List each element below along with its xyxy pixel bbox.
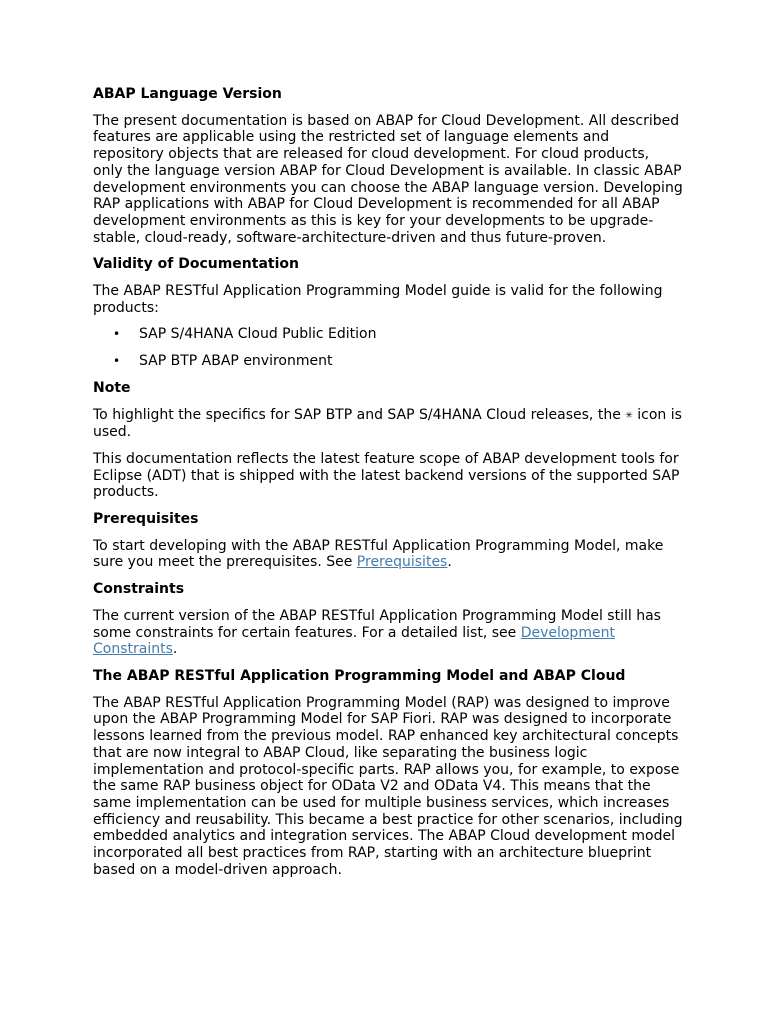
document-page	[93, 86, 683, 888]
product-list	[93, 326, 683, 369]
heading-validity: Validity of Documentation	[93, 256, 299, 273]
paragraph-constraints	[93, 608, 683, 658]
paragraph-adt-scope: This documentation reflects the latest feature scope of ABAP development tools for Eclipse (ADT) that is shipped with the latest backend versions of the supported SAP products.	[93, 450, 680, 501]
constraints-period: .	[172, 641, 178, 658]
paragraph-abap-language-version: The present documentation is based on ABAP for Cloud Development. All described features are applicable using the restricted set of language elements and repository objects that are released for cloud development. For cloud products, only the language version ABAP for Cloud Development is available. In classic ABAP development environments you can choose the ABAP language version. Developing RAP applications with ABAP for Cloud Development is recommended for all ABAP development environments as this is key for your developments to be upgrade-stable, cloud-ready, software-architecture-driven and thus future-proven.	[93, 112, 683, 246]
heading-constraints: Constraints	[93, 581, 185, 598]
heading-rap-abap-cloud: The ABAP RESTful Application Programming Model and ABAP Cloud	[93, 667, 626, 684]
paragraph-note	[93, 407, 683, 441]
paragraph-prerequisites	[93, 538, 683, 571]
prerequisites-period: .	[447, 554, 452, 571]
bullet-icon: •	[113, 354, 121, 369]
development-constraints-link[interactable]: Development Constraints	[93, 624, 615, 658]
list-item-text: SAP BTP ABAP environment	[139, 353, 333, 370]
list-item-text: SAP S/4HANA Cloud Public Edition	[139, 326, 377, 343]
paragraph-rap-abap-cloud: The ABAP RESTful Application Programming Model (RAP) was designed to improve upon the ABAP Programming Model for SAP Fiori. RAP was designed to incorporate lessons learned from the previous model. RAP enhanced key architectural concepts that are now integral to ABAP Cloud, like separating the business logic implementation and protocol-specific parts. RAP allows you, for example, to expose the same RAP business object for OData V2 and OData V4. This means that the same implementation can be used for multiple business services, which increases efficiency and reusability. This became a best practice for other scenarios, including embedded analytics and integration services. The ABAP Cloud development model incorporated all best practices from RAP, starting with an architecture blueprint based on a model-driven approach.	[93, 694, 683, 878]
list-item	[93, 326, 683, 343]
heading-prerequisites: Prerequisites	[93, 511, 199, 528]
prerequisites-link[interactable]: Prerequisites	[356, 554, 448, 571]
note-text-before: To highlight the specifics for SAP BTP and SAP S/4HANA Cloud releases, the	[93, 406, 626, 423]
heading-abap-language-version: ABAP Language Version	[93, 86, 282, 102]
heading-note: Note	[93, 379, 131, 396]
bullet-icon: •	[113, 327, 121, 342]
paragraph-validity: The ABAP RESTful Application Programming Model guide is valid for the following products:	[93, 283, 663, 316]
list-item	[93, 353, 683, 370]
constraints-text: The current version of the ABAP RESTful Application Programming Model still has some constraints for certain features. For a detailed list, see	[93, 607, 661, 641]
prerequisites-text: To start developing with the ABAP RESTful Application Programming Model, make sure you meet the prerequisites. See	[93, 537, 664, 571]
sparkle-icon: ✳	[625, 410, 633, 421]
note-text-after: icon is used.	[93, 406, 682, 441]
